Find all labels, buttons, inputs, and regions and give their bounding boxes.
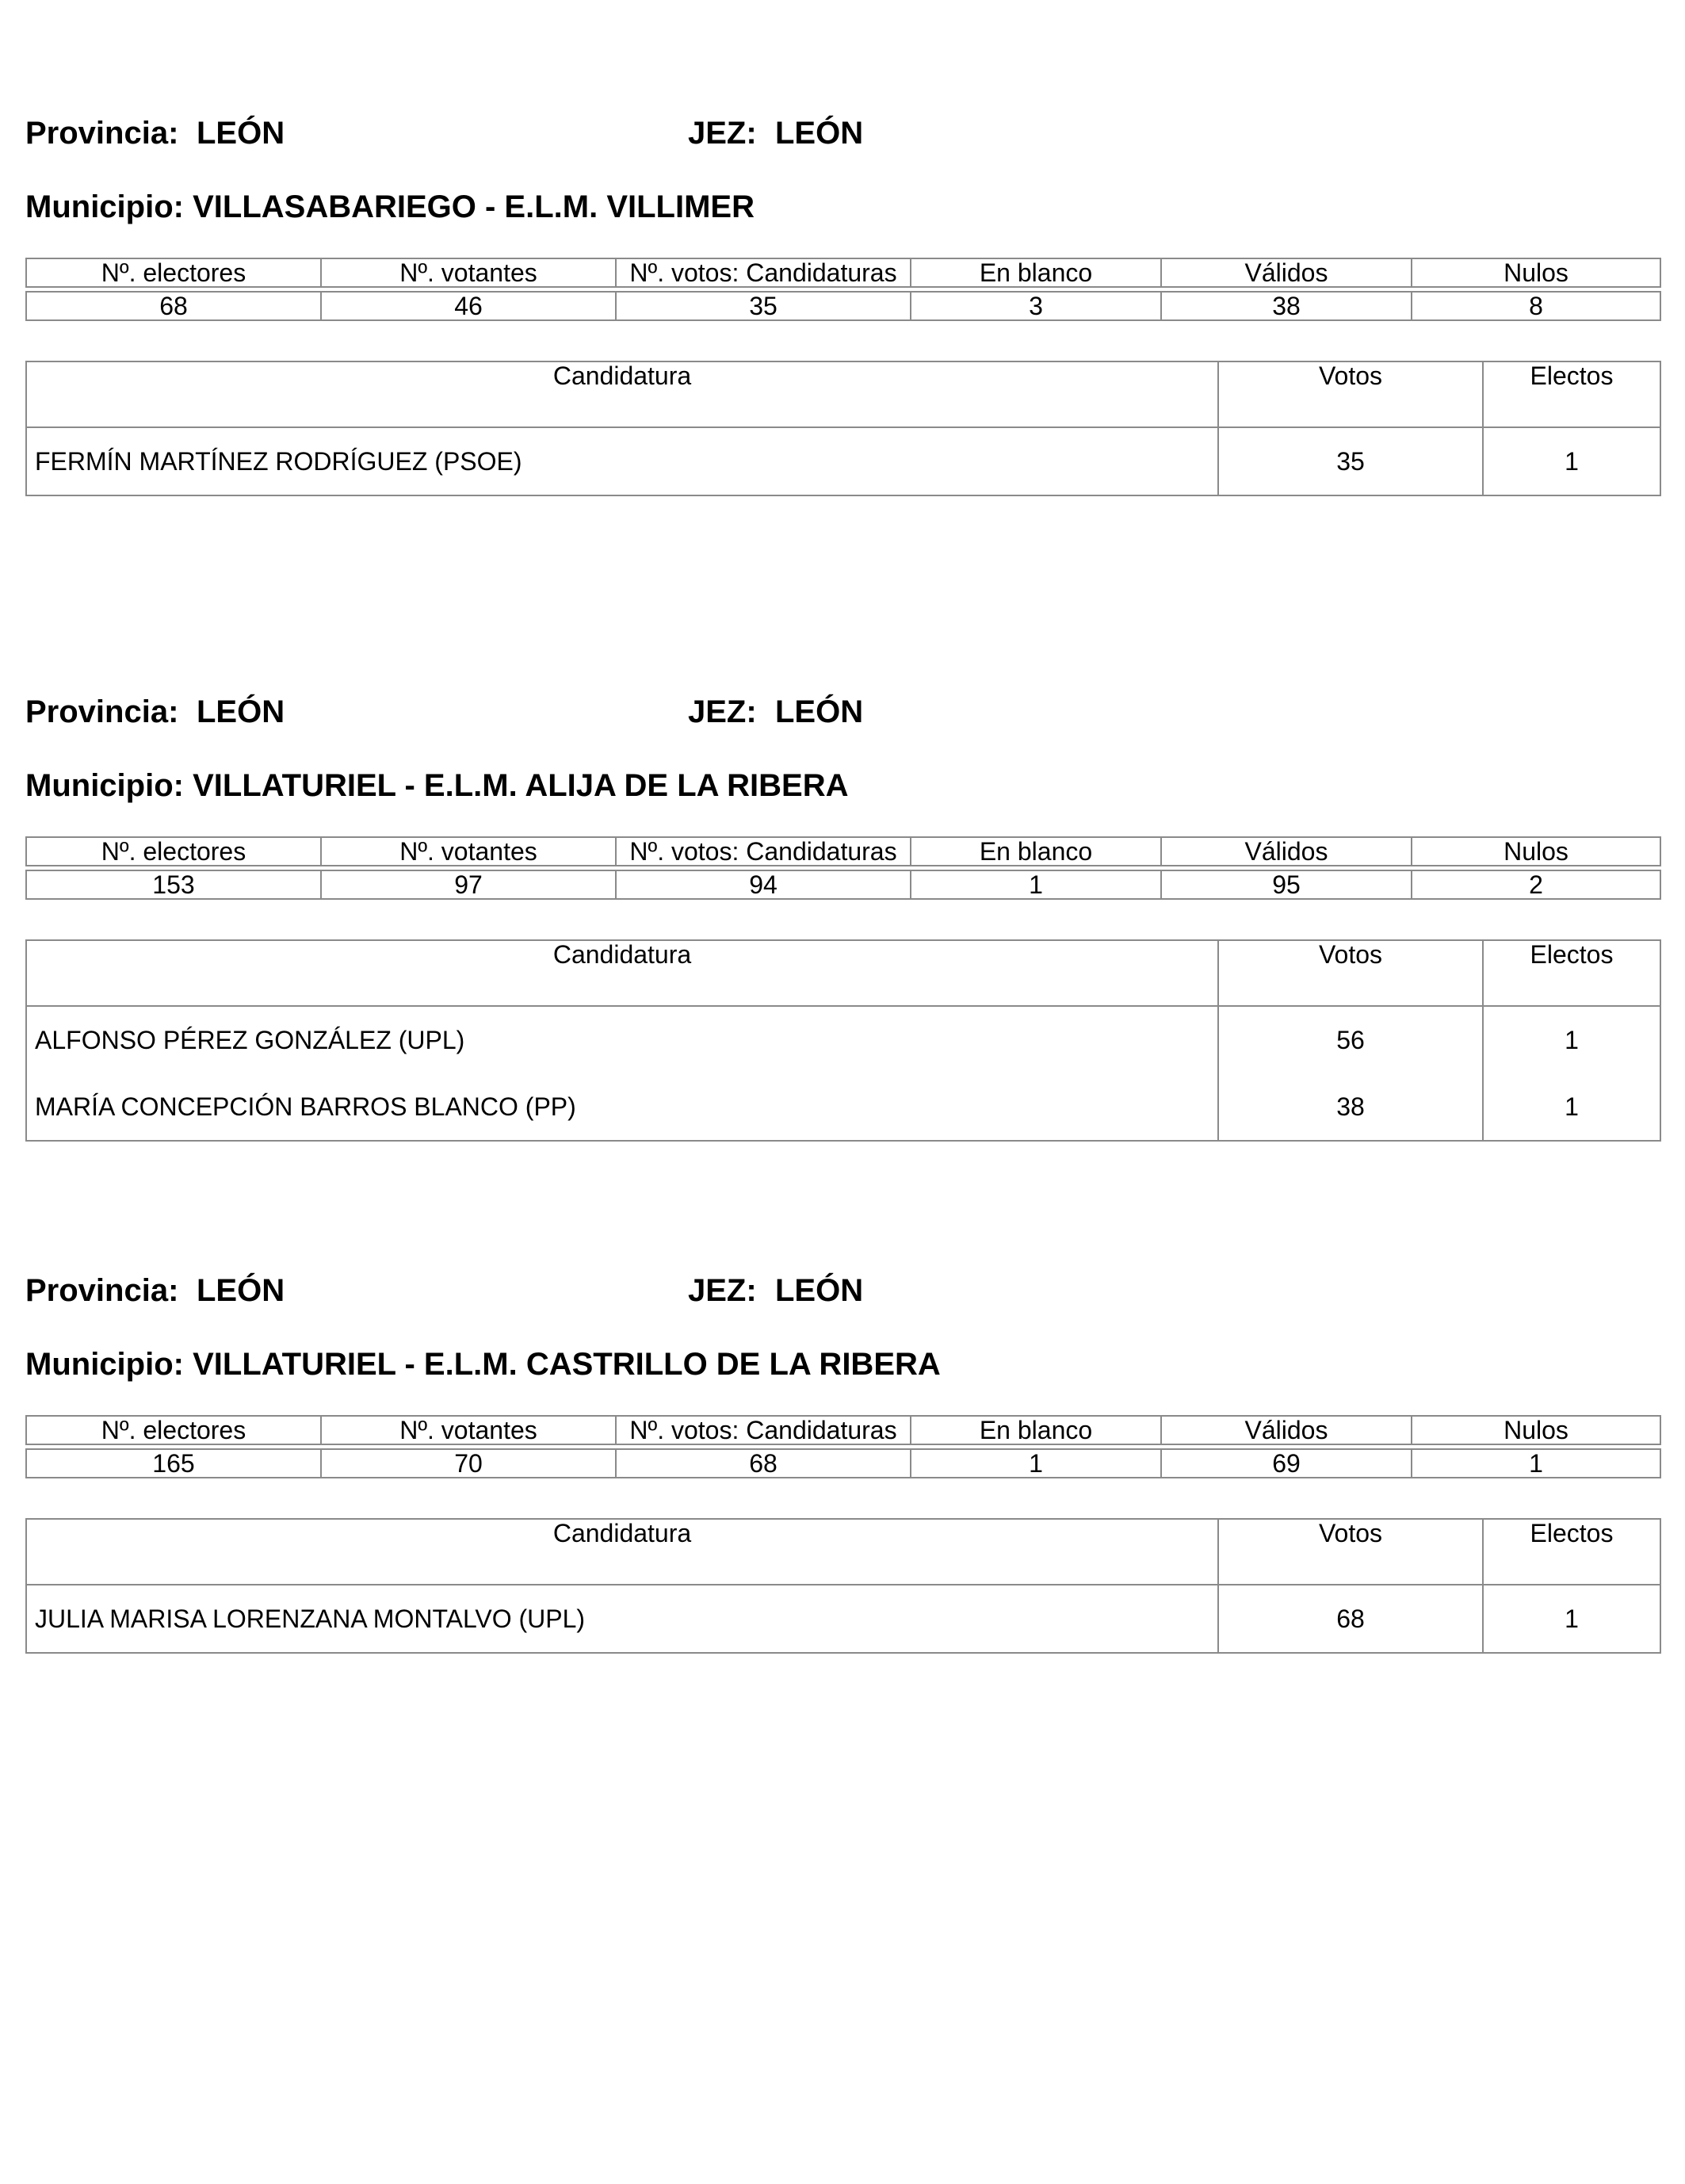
stat-header: En blanco	[911, 837, 1161, 866]
municipio-value: VILLATURIEL - E.L.M. ALIJA DE LA RIBERA	[193, 768, 849, 803]
candidate-name: ALFONSO PÉREZ GONZÁLEZ (UPL)	[26, 1006, 1218, 1073]
candidate-electos: 1	[1483, 427, 1660, 495]
stat-header: Nº. votos: Candidaturas	[616, 1416, 911, 1444]
stats-header-row	[26, 1416, 1660, 1444]
municipio-heading	[25, 1346, 941, 1383]
stat-value: 95	[1161, 870, 1412, 899]
stat-header: Nº. votantes	[321, 1416, 616, 1444]
stat-header: En blanco	[911, 1416, 1161, 1444]
municipio-value: VILLASABARIEGO - E.L.M. VILLIMER	[193, 189, 755, 224]
jez-label: JEZ:	[688, 116, 757, 151]
stat-header: Nº. votantes	[321, 258, 616, 287]
stat-value: 165	[26, 1449, 321, 1478]
electos-header: Electos	[1483, 361, 1660, 427]
provincia-value: LEÓN	[197, 116, 285, 151]
candidate-row	[26, 1585, 1660, 1653]
stat-value: 1	[1412, 1449, 1660, 1478]
stat-header: Nº. votantes	[321, 837, 616, 866]
candidate-electos: 1	[1483, 1073, 1660, 1141]
candidate-electos: 1	[1483, 1006, 1660, 1073]
candidate-votos: 68	[1218, 1585, 1483, 1653]
candidatura-header: Candidatura	[26, 940, 1218, 1006]
stat-value: 153	[26, 870, 321, 899]
stat-value: 1	[911, 1449, 1161, 1478]
votos-header: Votos	[1218, 940, 1483, 1006]
stats-value-row	[26, 1449, 1660, 1478]
stat-header: Nº. votos: Candidaturas	[616, 258, 911, 287]
stat-value: 70	[321, 1449, 616, 1478]
stats-value-row	[26, 292, 1660, 320]
candidates-header-row	[26, 361, 1660, 427]
stats-table	[25, 1415, 1661, 1478]
jez-label: JEZ:	[688, 1273, 757, 1308]
municipio-heading	[25, 767, 849, 804]
electos-header: Electos	[1483, 1519, 1660, 1585]
candidate-name: MARÍA CONCEPCIÓN BARROS BLANCO (PP)	[26, 1073, 1218, 1141]
candidatura-header: Candidatura	[26, 1519, 1218, 1585]
votos-header: Votos	[1218, 1519, 1483, 1585]
stat-value: 38	[1161, 292, 1412, 320]
stat-header: Nº. electores	[26, 1416, 321, 1444]
stat-header: Nº. votos: Candidaturas	[616, 837, 911, 866]
candidatura-header: Candidatura	[26, 361, 1218, 427]
candidates-table	[25, 939, 1661, 1142]
provincia-label: Provincia:	[25, 1273, 179, 1308]
votos-header: Votos	[1218, 361, 1483, 427]
provincia-value: LEÓN	[197, 1273, 285, 1308]
stats-table	[25, 836, 1661, 900]
stat-header: Nulos	[1412, 837, 1660, 866]
jez-label: JEZ:	[688, 694, 757, 729]
candidate-name: FERMÍN MARTÍNEZ RODRÍGUEZ (PSOE)	[26, 427, 1218, 495]
candidate-votos: 35	[1218, 427, 1483, 495]
municipio-label: Municipio:	[25, 1347, 184, 1382]
stats-table	[25, 258, 1661, 321]
jez-value: LEÓN	[775, 694, 864, 729]
candidates-table	[25, 361, 1661, 496]
stat-value: 8	[1412, 292, 1660, 320]
stat-header: En blanco	[911, 258, 1161, 287]
municipio-heading	[25, 189, 755, 225]
candidate-electos: 1	[1483, 1585, 1660, 1653]
stat-value: 35	[616, 292, 911, 320]
stats-header-row	[26, 258, 1660, 287]
municipio-value: VILLATURIEL - E.L.M. CASTRILLO DE LA RIBERA	[193, 1347, 941, 1382]
provincia-label: Provincia:	[25, 694, 179, 729]
candidate-votos: 56	[1218, 1006, 1483, 1073]
stat-value: 3	[911, 292, 1161, 320]
candidate-row	[26, 1006, 1660, 1073]
stat-header: Válidos	[1161, 837, 1412, 866]
candidate-votos: 38	[1218, 1073, 1483, 1141]
stat-header: Nulos	[1412, 258, 1660, 287]
candidates-table	[25, 1518, 1661, 1654]
stat-header: Nulos	[1412, 1416, 1660, 1444]
stat-value: 97	[321, 870, 616, 899]
stat-value: 68	[616, 1449, 911, 1478]
stat-value: 68	[26, 292, 321, 320]
candidates-header-row	[26, 1519, 1660, 1585]
stat-header: Válidos	[1161, 1416, 1412, 1444]
candidates-header-row	[26, 940, 1660, 1006]
candidate-row	[26, 427, 1660, 495]
stat-value: 46	[321, 292, 616, 320]
municipio-label: Municipio:	[25, 768, 184, 803]
candidate-name: JULIA MARISA LORENZANA MONTALVO (UPL)	[26, 1585, 1218, 1653]
stat-header: Nº. electores	[26, 837, 321, 866]
stat-header: Válidos	[1161, 258, 1412, 287]
provincia-value: LEÓN	[197, 694, 285, 729]
candidate-row	[26, 1073, 1660, 1141]
jez-value: LEÓN	[775, 116, 864, 151]
stat-value: 94	[616, 870, 911, 899]
provincia-label: Provincia:	[25, 116, 179, 151]
stat-header: Nº. electores	[26, 258, 321, 287]
electos-header: Electos	[1483, 940, 1660, 1006]
stat-value: 69	[1161, 1449, 1412, 1478]
stat-value: 1	[911, 870, 1161, 899]
municipio-label: Municipio:	[25, 189, 184, 224]
stats-value-row	[26, 870, 1660, 899]
stat-value: 2	[1412, 870, 1660, 899]
stats-header-row	[26, 837, 1660, 866]
jez-value: LEÓN	[775, 1273, 864, 1308]
